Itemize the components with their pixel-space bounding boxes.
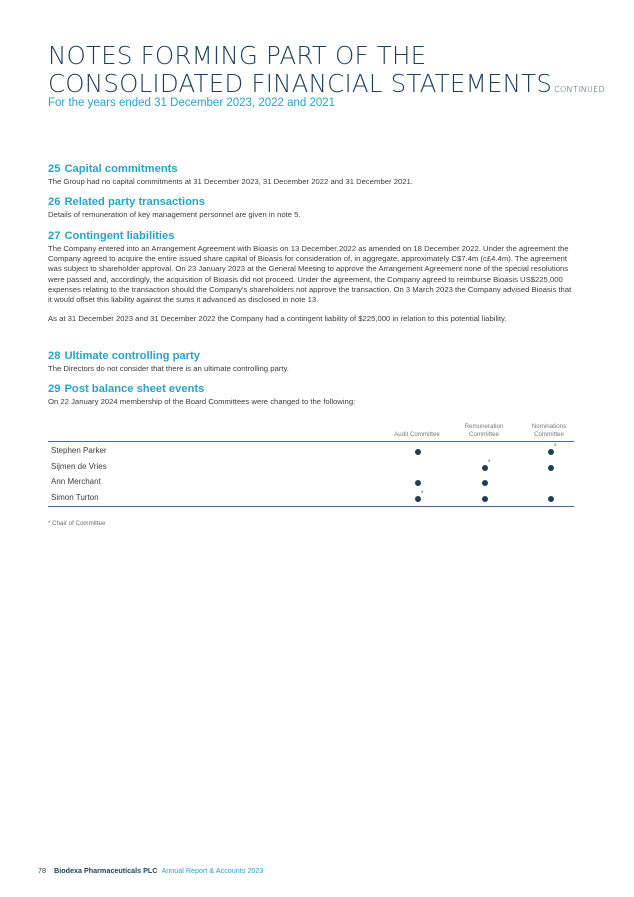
column-header-remuneration: Remuneration Committee — [464, 423, 504, 438]
table-row — [48, 474, 574, 490]
member-dot — [482, 480, 488, 486]
section-contingent-liabilities — [48, 230, 576, 324]
section-number: 29 — [48, 383, 61, 395]
member-dot — [482, 496, 488, 502]
section-paragraph: As at 31 December 2023 and 31 December 2022 the Company had a contingent liability of $225,000 in relation to this potential liability. — [48, 314, 507, 324]
chair-star: * — [488, 460, 491, 466]
member-name: Sijmen de Vries — [51, 462, 107, 471]
section-number: 28 — [48, 350, 61, 362]
section-title: Ultimate controlling party — [64, 350, 200, 362]
member-dot — [415, 449, 421, 455]
section-paragraph: The Company entered into an Arrangement Agreement with Bioasis on 13 December 2022 as amended on 18 December 2022. Under the agreement the Company agreed to acquire the entire issued share capital of Bioasis for consideration of, in aggregate, approximately C$7.4m (c£4.4m). The agreement was subject to shareholder approval. On 23 January 2023 at the General Meeting to approve the Arrangement Agreement none of the special resolutions were passed and, accordingly, the acquisition of Bioasis did not proceed. Under the agreement, the Company agreed to reimburse Bioasis US$225,000 expenses relating to the transaction should the Company's shareholders not approve the transaction. On 3 March 2023 the Company advised Bioasis that it would offset this liability against the sums it advanced as disclosed in note 13. — [48, 244, 572, 305]
section-paragraph: Details of remuneration of key management personnel are given in note 5. — [48, 210, 301, 219]
section-heading — [48, 350, 576, 363]
member-name: Stephen Parker — [51, 446, 107, 455]
member-name: Simon Turton — [51, 493, 99, 502]
page-title-line2: CONSOLIDATED FINANCIAL STATEMENTS — [48, 69, 553, 98]
page-number: 78 — [38, 866, 46, 875]
table-row — [48, 443, 574, 459]
section-capital-commitments — [48, 163, 576, 187]
member-dot — [415, 480, 421, 486]
page-title — [48, 42, 608, 104]
member-dot — [548, 496, 554, 502]
section-paragraph: The Group had no capital commitments at 31 December 2023, 31 December 2022 and 31 December 2021. — [48, 177, 413, 186]
section-related-party-transactions — [48, 196, 576, 220]
section-title: Contingent liabilities — [64, 230, 175, 242]
page-footer — [38, 866, 263, 875]
section-heading — [48, 230, 576, 243]
chair-star: * — [554, 444, 557, 450]
chair-star: * — [421, 491, 424, 497]
company-name: Biodexa Pharmaceuticals PLC — [54, 866, 158, 875]
continued-label: CONTINUED — [554, 85, 605, 94]
section-title: Related party transactions — [64, 196, 205, 208]
section-heading — [48, 163, 576, 176]
member-dot — [548, 465, 554, 471]
section-title: Capital commitments — [64, 163, 178, 175]
section-heading — [48, 196, 576, 209]
section-title: Post balance sheet events — [64, 383, 205, 395]
report-name: Annual Report & Accounts 2023 — [161, 866, 264, 875]
column-header-nominations: Nominations Committee — [531, 423, 567, 438]
member-name: Ann Merchant — [51, 477, 101, 486]
section-number: 25 — [48, 163, 61, 175]
page-subtitle: For the years ended 31 December 2023, 2022 and 2021 — [48, 97, 336, 109]
table-row — [48, 459, 574, 475]
page-title-line1: NOTES FORMING PART OF THE — [48, 41, 427, 70]
section-number: 26 — [48, 196, 61, 208]
section-post-balance-sheet-events — [48, 383, 576, 407]
section-heading — [48, 383, 576, 396]
section-paragraph: The Directors do not consider that there is an ultimate controlling party. — [48, 364, 289, 373]
chair-footnote: * Chair of Committee — [48, 520, 106, 527]
table-top-rule — [48, 441, 574, 442]
section-paragraph: On 22 January 2024 membership of the Board Committees were changed to the following: — [48, 397, 356, 406]
column-header-audit: Audit Committee — [394, 431, 440, 438]
table-row — [48, 490, 574, 506]
section-number: 27 — [48, 230, 61, 242]
section-ultimate-controlling-party — [48, 350, 576, 374]
table-bottom-rule — [48, 506, 574, 507]
